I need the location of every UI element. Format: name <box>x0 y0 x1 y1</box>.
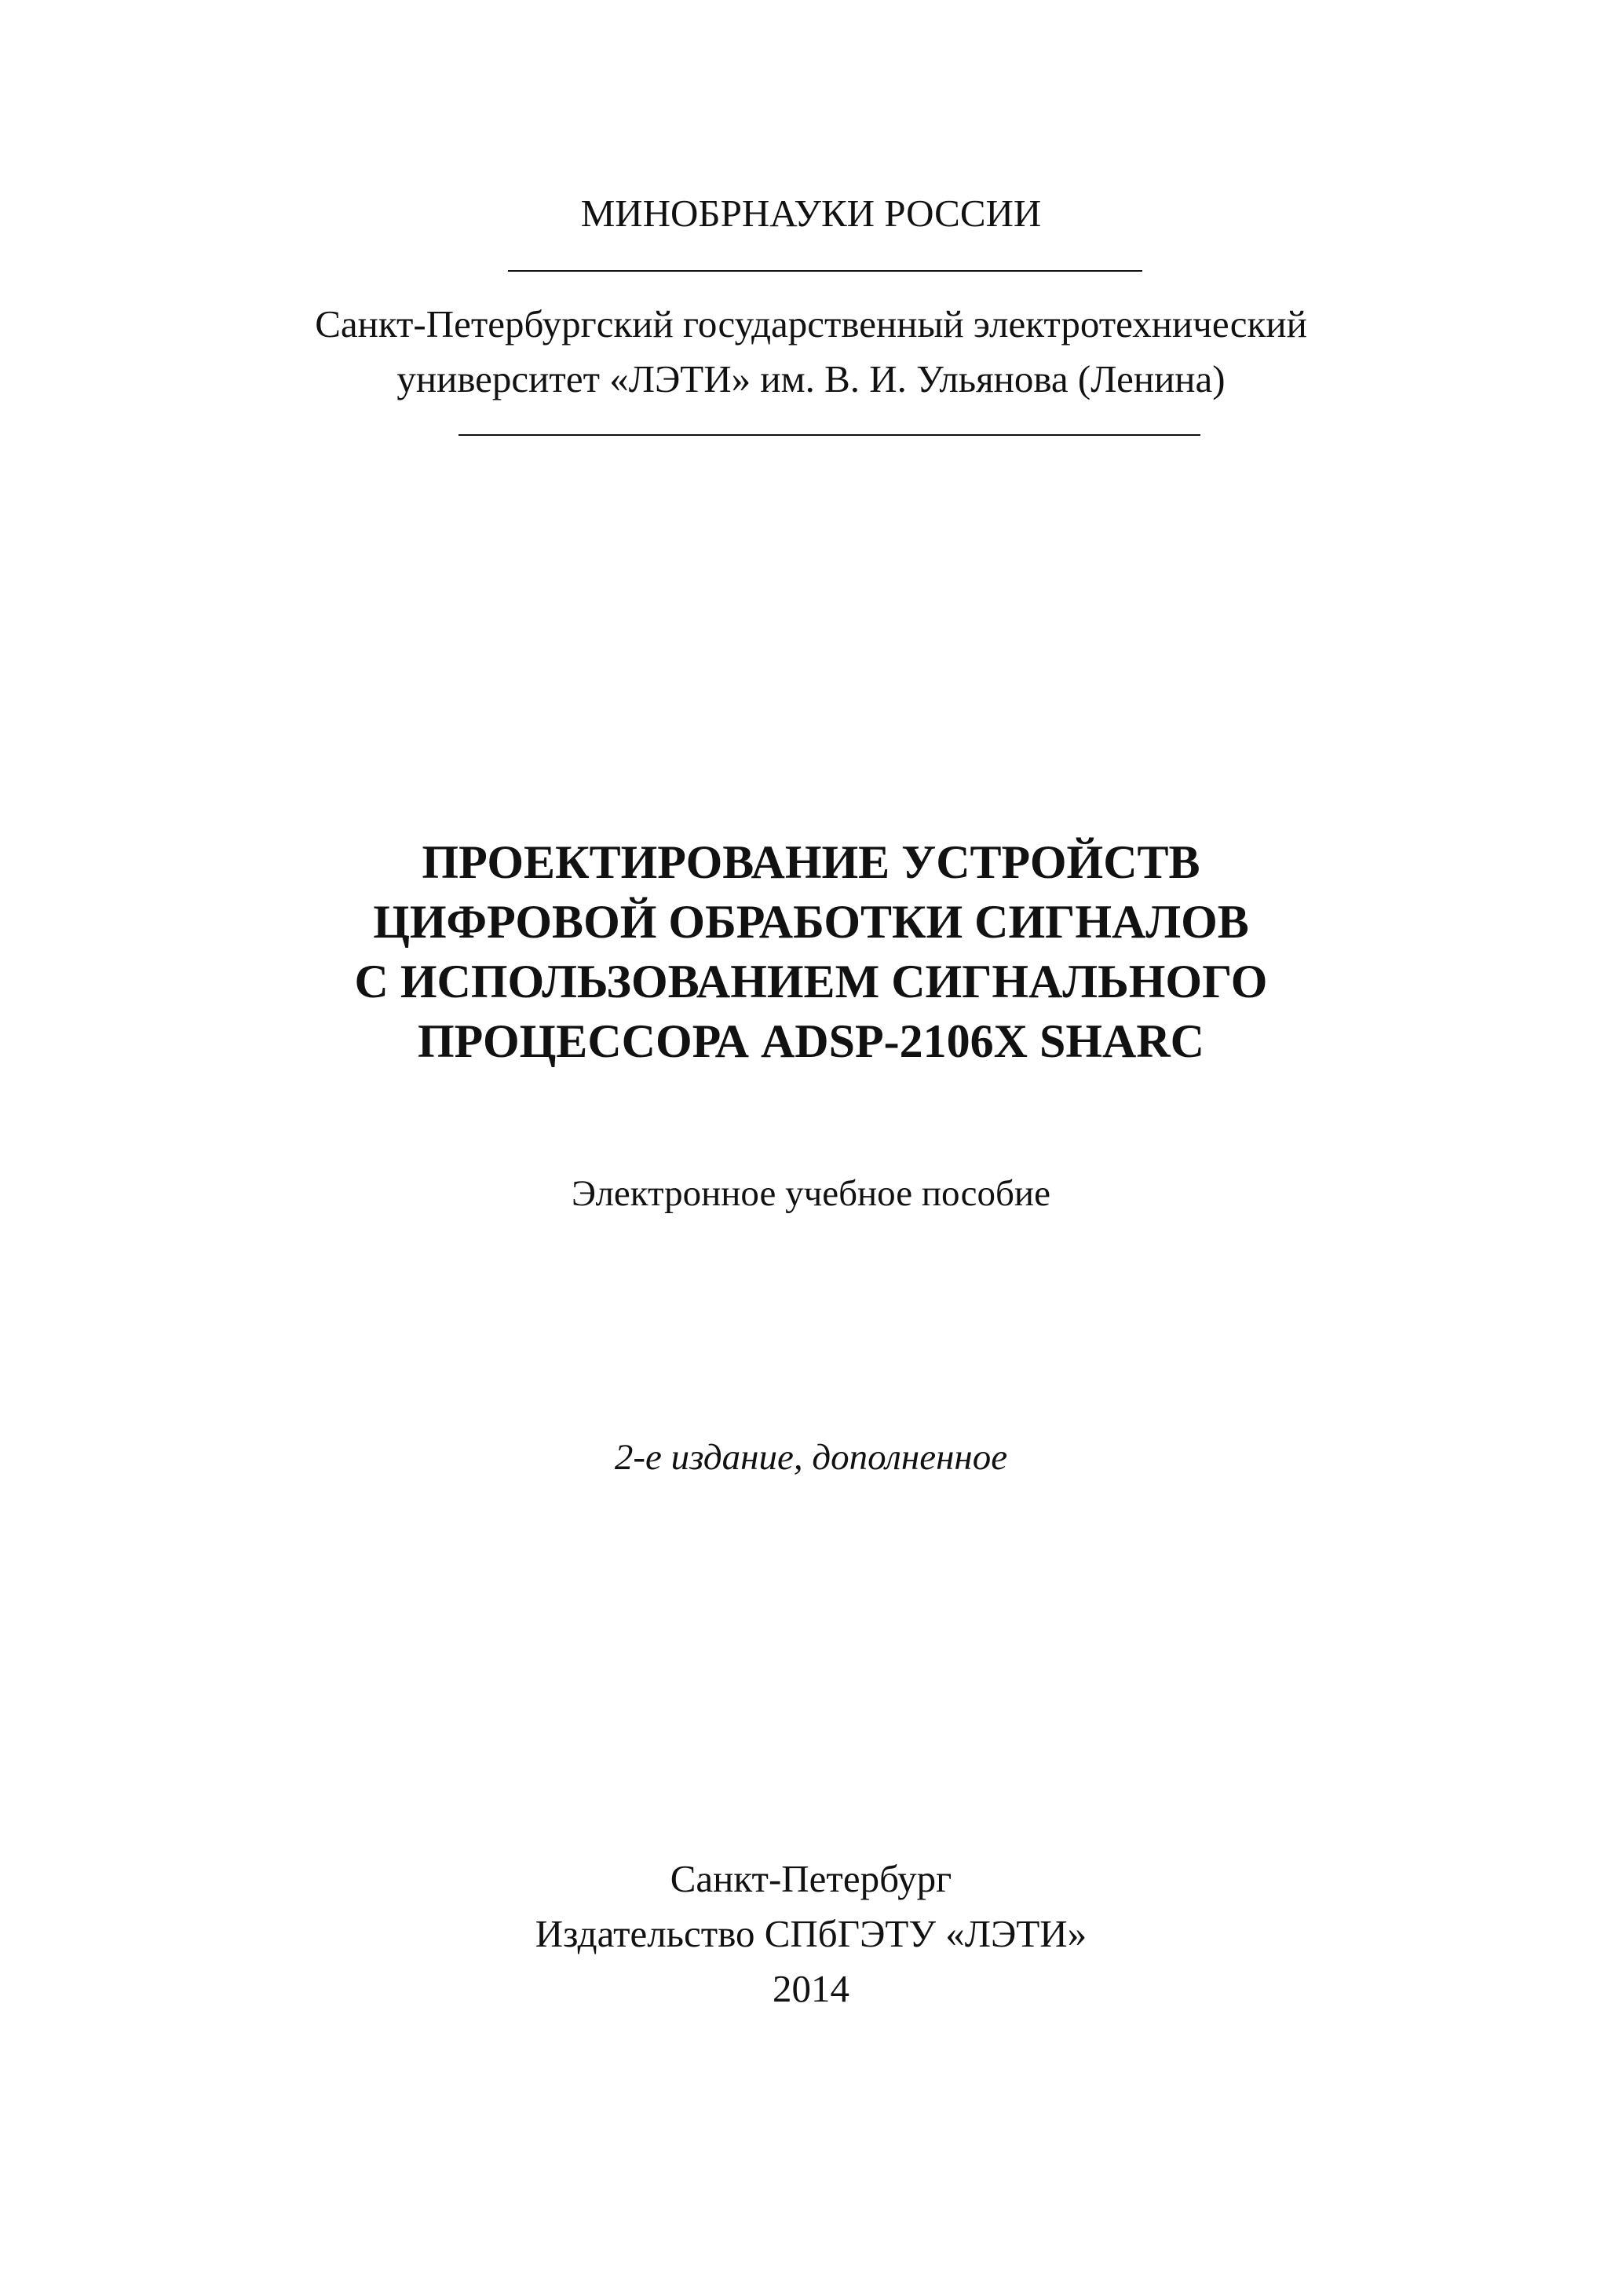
edition-note: 2-е издание, дополненное <box>614 1437 1008 1478</box>
ministry-name: МИНОБРНАУКИ РОССИИ <box>580 192 1042 235</box>
university-line-1: Санкт-Петербургский государственный электротехнический <box>315 302 1307 345</box>
title-line-1: ПРОЕКТИРОВАНИЕ УСТРОЙСТВ <box>422 836 1200 888</box>
imprint-publisher: Издательство СПбГЭТУ «ЛЭТИ» <box>535 1912 1087 1955</box>
header-divider-bottom <box>458 434 1200 436</box>
imprint <box>0 1852 1622 2016</box>
header-divider-top <box>508 270 1142 272</box>
book-title <box>0 832 1622 1071</box>
title-line-3: С ИСПОЛЬЗОВАНИЕМ СИГНАЛЬНОГО <box>354 956 1268 1007</box>
imprint-year: 2014 <box>773 1967 849 2010</box>
title-line-2: ЦИФРОВОЙ ОБРАБОТКИ СИГНАЛОВ <box>373 896 1249 948</box>
university-line-2: университет «ЛЭТИ» им. В. И. Ульянова (Ленина) <box>396 357 1226 400</box>
imprint-city: Санкт-Петербург <box>670 1857 952 1900</box>
book-subtitle: Электронное учебное пособие <box>572 1173 1050 1214</box>
title-line-4: ПРОЦЕССОРА ADSP-2106X SHARC <box>418 1015 1204 1067</box>
university-name <box>0 297 1622 407</box>
